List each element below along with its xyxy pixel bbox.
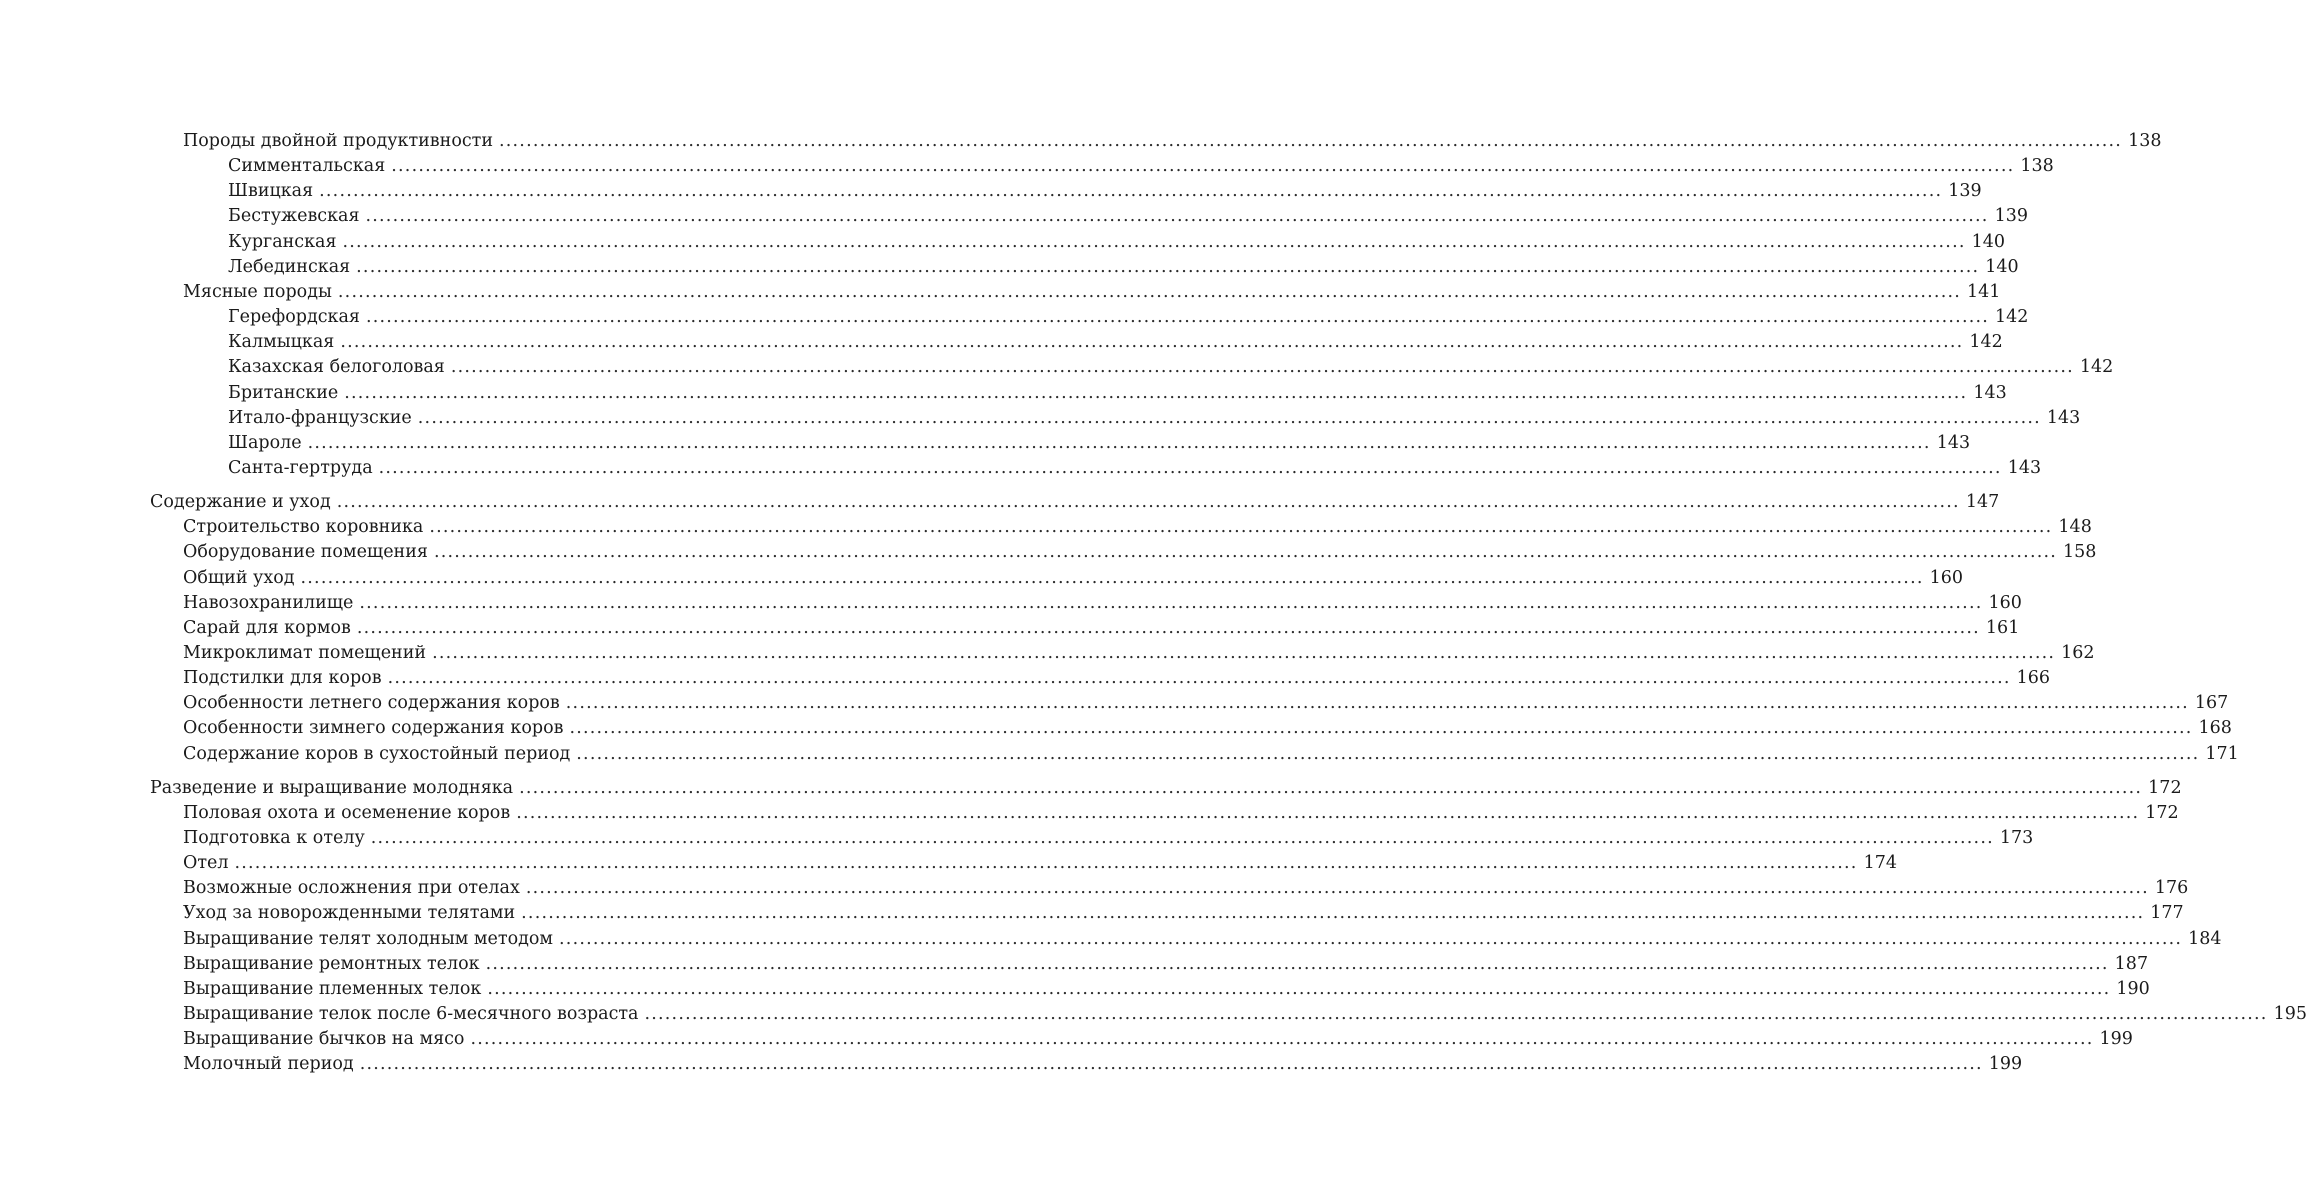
toc-entry-title: Выращивание бычков на мясо: [183, 1029, 465, 1049]
dot-leader: ................................................................................................................................................................................................................................................: [307, 433, 1931, 453]
dot-leader: ................................................................................................................................................................................................................................................: [559, 929, 2183, 949]
toc-entry-page-number: 147: [1965, 492, 2000, 512]
dot-leader: ................................................................................................................................................................................................................................................: [370, 828, 1994, 848]
toc-entry: [183, 1052, 2023, 1077]
toc-entry-page-number: 138: [2020, 156, 2054, 176]
toc-entry: [183, 876, 2189, 901]
toc-entry-title: Содержание коров в сухостойный период: [183, 744, 571, 764]
dot-leader: ................................................................................................................................................................................................................................................: [525, 878, 2149, 898]
toc-entry-page-number: 190: [2116, 979, 2150, 999]
toc-entry-page-number: 177: [2150, 903, 2184, 923]
toc-entry-title: Подготовка к отелу: [183, 828, 365, 848]
toc-entry-title: Мясные породы: [183, 282, 332, 302]
toc-entry-title: Герефордская: [228, 307, 360, 327]
toc-entry-page-number: 143: [2007, 458, 2042, 478]
toc-entry: [183, 1027, 2133, 1052]
toc-entry: [183, 641, 2095, 666]
toc-entry-title: Британские: [228, 383, 339, 403]
dot-leader: ................................................................................................................................................................................................................................................: [429, 517, 2053, 537]
toc-entry-title: Молочный период: [183, 1054, 354, 1074]
toc-entry-page-number: 172: [2145, 803, 2179, 823]
toc-entry: [183, 977, 2150, 1002]
toc-entry-page-number: 148: [2058, 517, 2092, 537]
toc-entry-title: Отел: [183, 853, 229, 873]
toc-entry: [228, 230, 2005, 255]
toc-entry-title: Возможные осложнения при отелах: [183, 878, 520, 898]
toc-entry-page-number: 171: [2205, 744, 2239, 764]
toc-entry: [183, 952, 2149, 977]
toc-entry-title: Казахская белоголовая: [228, 357, 445, 377]
toc-entry-title: Выращивание телят холодным методом: [183, 929, 554, 949]
toc-entry-title: Общий уход: [183, 568, 295, 588]
toc-entry-title: Оборудование помещения: [183, 542, 428, 562]
dot-leader: ................................................................................................................................................................................................................................................: [576, 744, 2200, 764]
toc-entry-title: Строительство коровника: [183, 517, 424, 537]
dot-leader: ................................................................................................................................................................................................................................................: [337, 282, 1961, 302]
toc-entry-page-number: 199: [1988, 1054, 2023, 1074]
dot-leader: ................................................................................................................................................................................................................................................: [365, 206, 1989, 226]
toc-entry-page-number: 142: [2079, 357, 2114, 377]
toc-entry: [183, 616, 2020, 641]
toc-entry-page-number: 176: [2154, 878, 2189, 898]
toc-entry-title: Выращивание ремонтных телок: [183, 954, 480, 974]
toc-entry-page-number: 187: [2114, 954, 2149, 974]
toc-entry: [150, 490, 2000, 515]
toc-entry: [183, 129, 2162, 154]
toc-entry: [183, 901, 2184, 926]
toc-entry-title: Итало-французские: [228, 408, 412, 428]
dot-leader: ................................................................................................................................................................................................................................................: [356, 257, 1980, 277]
dot-leader: ................................................................................................................................................................................................................................................: [340, 332, 1964, 352]
dot-leader: ................................................................................................................................................................................................................................................: [300, 568, 1924, 588]
toc-entry: [228, 179, 1982, 204]
dot-leader: ................................................................................................................................................................................................................................................: [391, 156, 2015, 176]
toc-entry-page-number: 140: [1985, 257, 2019, 277]
toc-entry: [228, 406, 2081, 431]
toc-entry-page-number: 174: [1863, 853, 1897, 873]
toc-entry: [228, 154, 2054, 179]
toc-entry-title: Санта-гертруда: [228, 458, 373, 478]
toc-entry-page-number: 167: [2194, 693, 2229, 713]
toc-entry: [228, 305, 2029, 330]
toc-entry-page-number: 142: [1995, 307, 2029, 327]
dot-leader: ................................................................................................................................................................................................................................................: [450, 357, 2074, 377]
dot-leader: ................................................................................................................................................................................................................................................: [470, 1029, 2094, 1049]
toc-entry-title: Особенности зимнего содержания коров: [183, 718, 564, 738]
dot-leader: ................................................................................................................................................................................................................................................: [565, 693, 2189, 713]
toc-entry: [183, 566, 1963, 591]
toc-entry-page-number: 172: [2148, 778, 2182, 798]
toc-entry: [228, 255, 2019, 280]
toc-entry: [183, 591, 2022, 616]
dot-leader: ................................................................................................................................................................................................................................................: [485, 954, 2109, 974]
toc-entry-page-number: 139: [1994, 206, 2028, 226]
toc-entry-title: Половая охота и осеменение коров: [183, 803, 511, 823]
toc-entry-title: Швицкая: [228, 181, 314, 201]
toc-entry: [183, 851, 1897, 876]
toc-entry-title: Выращивание племенных телок: [183, 979, 482, 999]
toc-entry-page-number: 158: [2063, 542, 2097, 562]
toc-entry-title: Симментальская: [228, 156, 386, 176]
toc-entry-page-number: 139: [1948, 181, 1982, 201]
toc-entry-title: Выращивание телок после 6-месячного возраста: [183, 1004, 639, 1024]
toc-entry: [228, 431, 1971, 456]
toc-entry-page-number: 160: [1929, 568, 1963, 588]
toc-entry: [228, 381, 2007, 406]
toc-entry-title: Уход за новорожденными телятами: [183, 903, 516, 923]
toc-entry: [183, 280, 2001, 305]
toc-entry: [183, 801, 2179, 826]
toc-entry-page-number: 160: [1988, 593, 2022, 613]
toc-entry-title: Навозохранилище: [183, 593, 354, 613]
toc-entry-title: Особенности летнего содержания коров: [183, 693, 560, 713]
dot-leader: ................................................................................................................................................................................................................................................: [234, 853, 1858, 873]
toc-entry: [228, 456, 2042, 481]
toc-entry-page-number: 195: [2273, 1004, 2307, 1024]
dot-leader: ................................................................................................................................................................................................................................................: [417, 408, 2041, 428]
toc-entry-title: Шароле: [228, 433, 302, 453]
dot-leader: ................................................................................................................................................................................................................................................: [342, 232, 1966, 252]
dot-leader: ................................................................................................................................................................................................................................................: [365, 307, 1989, 327]
toc-entry-title: Лебединская: [228, 257, 351, 277]
toc-entry-title: Микроклимат помещений: [183, 643, 427, 663]
toc-entry-page-number: 184: [2188, 929, 2222, 949]
dot-leader: ................................................................................................................................................................................................................................................: [319, 181, 1943, 201]
toc-entry-title: Калмыцкая: [228, 332, 335, 352]
toc-entry-title: Разведение и выращивание молодняка: [150, 778, 514, 798]
toc-entry: [183, 742, 2239, 767]
toc-entry-page-number: 141: [1966, 282, 2001, 302]
dot-leader: ................................................................................................................................................................................................................................................: [519, 778, 2143, 798]
dot-leader: ................................................................................................................................................................................................................................................: [433, 542, 2057, 562]
toc-entry-page-number: 168: [2198, 718, 2232, 738]
dot-leader: ................................................................................................................................................................................................................................................: [387, 668, 2011, 688]
toc-entry: [183, 691, 2229, 716]
toc-entry: [183, 826, 2034, 851]
toc-entry: [228, 355, 2114, 380]
dot-leader: ................................................................................................................................................................................................................................................: [359, 1054, 1983, 1074]
dot-leader: ................................................................................................................................................................................................................................................: [569, 718, 2193, 738]
toc-entry-page-number: 166: [2016, 668, 2051, 688]
toc-entry-page-number: 162: [2061, 643, 2095, 663]
toc-entry-page-number: 142: [1969, 332, 2003, 352]
toc-entry: [183, 716, 2232, 741]
toc-entry-title: Породы двойной продуктивности: [183, 131, 494, 151]
toc-entry-title: Содержание и уход: [150, 492, 331, 512]
toc-entry-page-number: 143: [1973, 383, 2007, 403]
dot-leader: ................................................................................................................................................................................................................................................: [359, 593, 1983, 613]
dot-leader: ................................................................................................................................................................................................................................................: [521, 903, 2145, 923]
toc-entry-page-number: 161: [1985, 618, 2020, 638]
toc-entry-page-number: 143: [2046, 408, 2081, 428]
toc-entry-title: Сарай для кормов: [183, 618, 351, 638]
toc-entry-page-number: 143: [1936, 433, 1971, 453]
toc-entry: [228, 330, 2003, 355]
toc-entry-title: Бестужевская: [228, 206, 360, 226]
toc-entry: [183, 1002, 2307, 1027]
dot-leader: ................................................................................................................................................................................................................................................: [487, 979, 2111, 999]
toc-entry-page-number: 140: [1971, 232, 2005, 252]
toc-entry-title: Подстилки для коров: [183, 668, 382, 688]
dot-leader: ................................................................................................................................................................................................................................................: [344, 383, 1968, 403]
toc-entry-title: Курганская: [228, 232, 337, 252]
toc-entry: [150, 776, 2182, 801]
dot-leader: ................................................................................................................................................................................................................................................: [378, 458, 2002, 478]
toc-entry-page-number: 199: [2099, 1029, 2133, 1049]
toc-entry: [183, 927, 2222, 952]
dot-leader: ................................................................................................................................................................................................................................................: [644, 1004, 2268, 1024]
toc-entry: [183, 515, 2092, 540]
dot-leader: ................................................................................................................................................................................................................................................: [432, 643, 2056, 663]
toc-entry: [183, 666, 2051, 691]
dot-leader: ................................................................................................................................................................................................................................................: [336, 492, 1960, 512]
toc-entry: [228, 204, 2028, 229]
dot-leader: ................................................................................................................................................................................................................................................: [499, 131, 2123, 151]
toc-entry-page-number: 173: [1999, 828, 2034, 848]
toc-entry-page-number: 138: [2128, 131, 2162, 151]
toc-entry: [183, 540, 2097, 565]
dot-leader: ................................................................................................................................................................................................................................................: [516, 803, 2140, 823]
dot-leader: ................................................................................................................................................................................................................................................: [356, 618, 1980, 638]
